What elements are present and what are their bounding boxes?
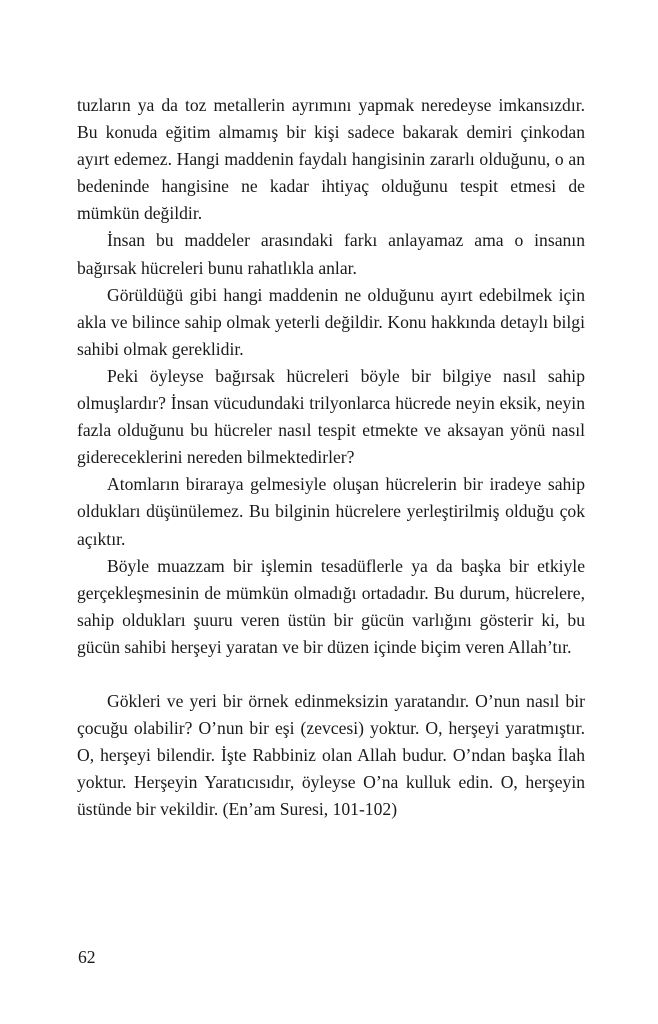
paragraph-3: Görüldüğü gibi hangi maddenin ne olduğunu ayırt edebilmek için akla ve bilince sahip olmak yeterli değildir. Konu hakkında detaylı bilgi sahibi olmak gereklidir. <box>77 284 585 359</box>
page-body <box>77 92 585 823</box>
page-number: 62 <box>78 947 96 967</box>
paragraph-5: Atomların biraraya gelmesiyle oluşan hücrelerin bir iradeye sahip oldukları düşünülemez. Bu bilginin hücrelere yerleştirilmiş olduğu çok açıktır. <box>77 474 585 549</box>
paragraph-2: İnsan bu maddeler arasındaki farkı anlayamaz ama o insanın bağırsak hücreleri bunu rahatlıkla anlar. <box>77 230 585 278</box>
verse-quote: Gökleri ve yeri bir örnek edinmeksizin yaratandır. O’nun nasıl bir çocuğu olabilir? O’nun bir eşi (zevcesi) yoktur. O, herşeyi yaratmıştır. O, herşeyi bilendir. İşte Rabbiniz olan Allah budur. O’ndan başka İlah yoktur. Herşeyin Yaratıcısıdır, öyleyse O’na kulluk edin. O, herşeyin üstünde bir vekildir. (En’am Suresi, 101-102) <box>77 690 585 820</box>
paragraph-4: Peki öyleyse bağırsak hücreleri böyle bir bilgiye nasıl sahip olmuşlardır? İnsan vücudundaki trilyonlarca hücrede neyin eksik, neyin fazla olduğunu bu hücreler nasıl tespit etmekte ve aksayan yönü nasıl gidereceklerini nereden bilmektedirler? <box>77 365 585 468</box>
paragraph-6: Böyle muazzam bir işlemin tesadüflerle ya da başka bir etkiyle gerçekleşmesinin de mümkün olmadığı ortadadır. Bu durum, hücrelere, sahip oldukları şuuru veren üstün bir gücün varlığını gösterir ki, bu gücün sahibi herşeyi yaratan ve bir düzen içinde biçim veren Allah’tır. <box>77 555 585 657</box>
paragraph-1: tuzların ya da toz metallerin ayrımını yapmak neredeyse imkansızdır. Bu konuda eğitim almamış bir kişi sadece bakarak demiri çinkodan ayırt edemez. Hangi maddenin faydalı hangisinin zararlı olduğunu, o an bedeninde hangisine ne kadar ihtiyaç olduğunu tespit etmesi de mümkün değildir. <box>77 95 585 224</box>
